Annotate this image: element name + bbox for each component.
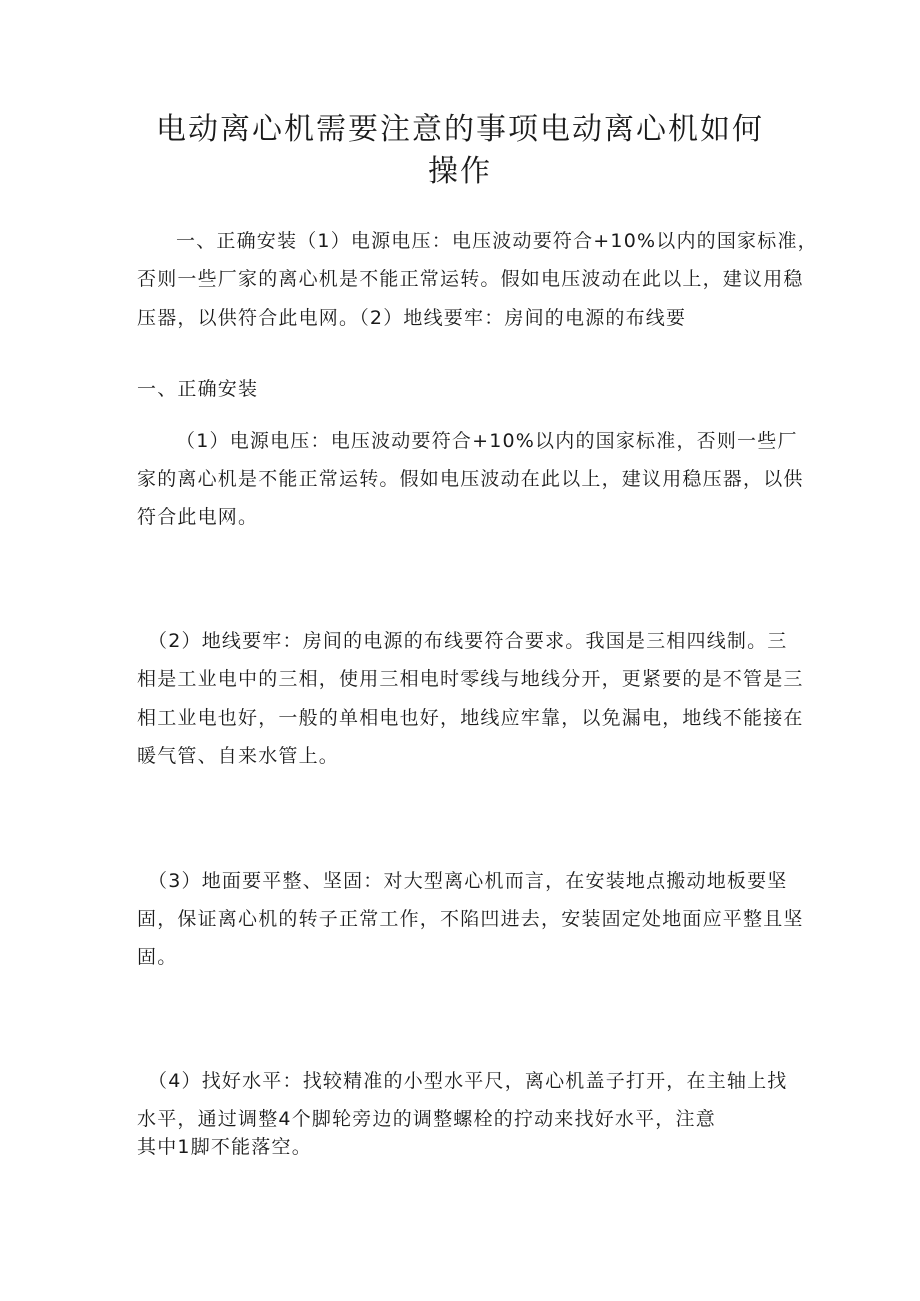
para-2-line: 相工业电也好，一般的单相电也好，地线应牢靠，以免漏电，地线不能接在 [137, 707, 804, 729]
summary-line: 否则一些厂家的离心机是不能正常运转。假如电压波动在此以上，建议用稳 [137, 268, 804, 290]
summary-line: 一、正确安装（1）电源电压：电压波动要符合+10%以内的国家标准， [176, 230, 818, 252]
para-3-line: 固，保证离心机的转子正常工作，不陷凹进去，安装固定处地面应平整且坚 [137, 908, 804, 930]
para-4-line: （4）找好水平：找较精准的小型水平尺，离心机盖子打开，在主轴上找 [148, 1070, 788, 1092]
doc-title-line-1: 电动离心机需要注意的事项电动离心机如何 [156, 112, 764, 147]
summary-line: 压器，以供符合此电网。（2）地线要牢：房间的电源的布线要 [137, 307, 687, 329]
para-2-line: （2）地线要牢：房间的电源的布线要符合要求。我国是三相四线制。三 [148, 630, 788, 652]
doc-title-line-2: 操作 [428, 154, 492, 189]
para-1-line: 符合此电网。 [137, 506, 259, 528]
para-3-line: （3）地面要平整、坚固：对大型离心机而言，在安装地点搬动地板要坚 [148, 870, 788, 892]
para-2-line: 相是工业电中的三相，使用三相电时零线与地线分开，更紧要的是不管是三 [137, 668, 804, 690]
para-4-line: 水平，通过调整4个脚轮旁边的调整螺栓的拧动来找好水平，注意 [137, 1108, 716, 1130]
para-1-line: 家的离心机是不能正常运转。假如电压波动在此以上，建议用稳压器，以供 [137, 468, 804, 490]
para-3-line: 固。 [137, 946, 178, 968]
para-4-line: 其中1脚不能落空。 [137, 1136, 312, 1158]
para-2-line: 暖气管、自来水管上。 [137, 745, 340, 767]
section-heading: 一、正确安装 [137, 378, 259, 400]
para-1-line: （1）电源电压：电压波动要符合+10%以内的国家标准，否则一些厂 [176, 430, 798, 452]
